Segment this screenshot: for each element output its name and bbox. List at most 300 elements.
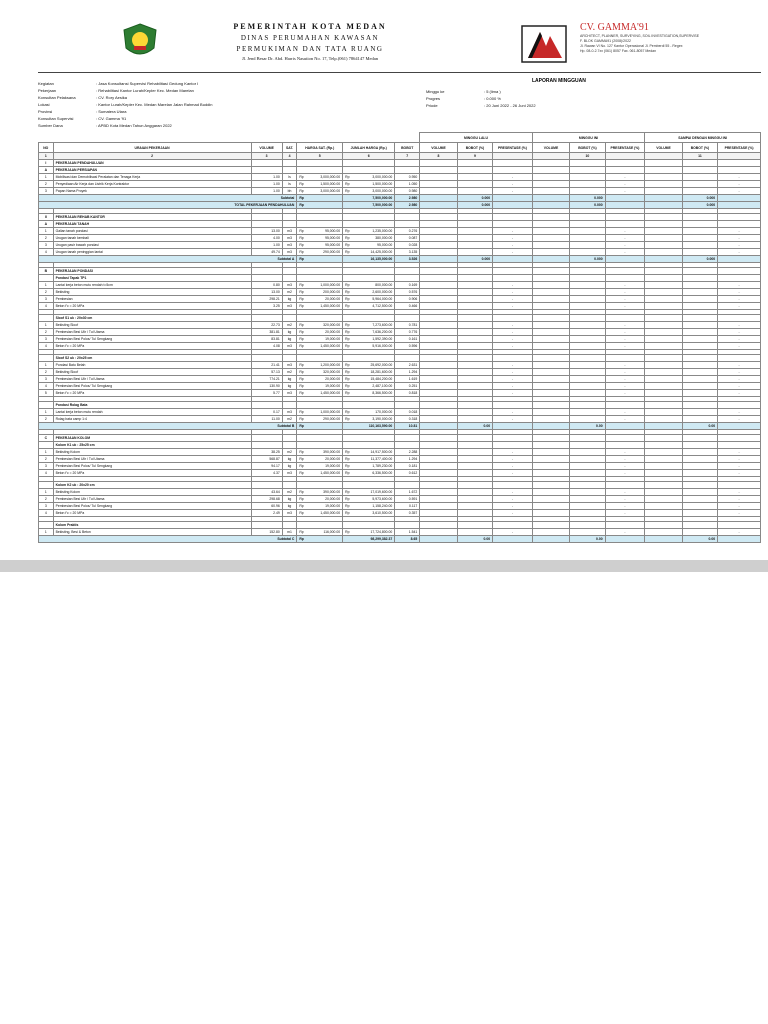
table-row xyxy=(39,369,761,376)
total-price-value: 5,973,600.00 xyxy=(372,497,393,501)
total-price xyxy=(343,249,395,256)
empty-cell xyxy=(457,435,492,442)
row-number: 2 xyxy=(39,235,54,242)
empty-cell: - xyxy=(605,463,645,470)
empty-cell xyxy=(420,275,458,282)
total-price-value: 1,158,240.00 xyxy=(372,504,393,508)
empty-cell xyxy=(532,390,570,397)
empty-cell xyxy=(718,315,761,322)
empty-cell xyxy=(645,369,683,376)
empty-cell xyxy=(645,235,683,242)
currency-label: Rp xyxy=(299,410,304,414)
empty-cell xyxy=(457,489,492,496)
empty-cell: - xyxy=(605,390,645,397)
empty-cell xyxy=(645,228,683,235)
empty-cell xyxy=(457,336,492,343)
currency-label: Rp xyxy=(299,391,304,395)
empty-cell: - xyxy=(718,496,761,503)
work-item: Pembesian Besi Polos/ Tul Sengkang xyxy=(53,463,251,470)
currency-label: Rp xyxy=(299,297,304,301)
empty-cell xyxy=(457,214,492,221)
empty-cell xyxy=(282,402,297,409)
total-price-value: 3,610,500.00 xyxy=(372,511,393,515)
empty-cell xyxy=(420,463,458,470)
project-info xyxy=(38,80,338,129)
empty-cell: - xyxy=(718,362,761,369)
currency-label: Rp xyxy=(299,236,304,240)
table-row xyxy=(39,160,761,167)
weight: 0.596 xyxy=(395,343,420,350)
currency-cell: Rp xyxy=(297,423,343,430)
empty-cell xyxy=(682,482,717,489)
empty-cell: - xyxy=(718,336,761,343)
weight: 0.466 xyxy=(395,303,420,310)
empty-cell xyxy=(343,435,395,442)
unit-price-value: 1,000,000.00 xyxy=(320,410,341,414)
empty-cell xyxy=(457,449,492,456)
info-row xyxy=(38,101,338,108)
empty-cell xyxy=(532,362,570,369)
empty-cell: - xyxy=(605,249,645,256)
info-value: : 0.000 % xyxy=(484,96,501,101)
empty-cell xyxy=(493,167,533,174)
info-label: Minggu ke xyxy=(426,89,445,94)
table-row xyxy=(39,510,761,517)
empty-cell xyxy=(532,322,570,329)
column-header: SAT. xyxy=(282,143,297,153)
empty-cell xyxy=(457,329,492,336)
column-header: BOBOT xyxy=(395,143,420,153)
table-row xyxy=(39,383,761,390)
empty-cell: - xyxy=(493,463,533,470)
table-row xyxy=(39,489,761,496)
empty-cell xyxy=(457,456,492,463)
empty-cell xyxy=(457,174,492,181)
empty-cell xyxy=(682,214,717,221)
row-number: A xyxy=(39,167,54,174)
empty-cell xyxy=(343,167,395,174)
empty-cell xyxy=(532,402,570,409)
empty-cell xyxy=(718,423,761,430)
empty-cell xyxy=(395,402,420,409)
empty-cell xyxy=(251,402,282,409)
column-header: VOLUME xyxy=(420,143,458,153)
empty-cell xyxy=(718,522,761,529)
row-number: 1 xyxy=(39,449,54,456)
empty-cell: - xyxy=(718,249,761,256)
progress-weight: 0.000 xyxy=(682,202,717,209)
table-row xyxy=(39,256,761,263)
empty-cell xyxy=(420,268,458,275)
empty-cell xyxy=(457,409,492,416)
total-price xyxy=(343,529,395,536)
total-price xyxy=(343,456,395,463)
column-number xyxy=(718,153,761,160)
unit-price xyxy=(297,289,343,296)
empty-cell xyxy=(297,522,343,529)
empty-cell: - xyxy=(718,181,761,188)
empty-cell xyxy=(718,202,761,209)
row-number: 4 xyxy=(39,383,54,390)
empty-cell xyxy=(682,529,717,536)
empty-cell: - xyxy=(718,463,761,470)
empty-cell xyxy=(420,195,458,202)
total-price xyxy=(343,510,395,517)
empty-cell xyxy=(645,409,683,416)
empty-cell xyxy=(532,536,570,543)
empty-cell xyxy=(457,383,492,390)
column-number: 2 xyxy=(53,153,251,160)
info-label: Priode xyxy=(426,103,438,108)
currency-label: Rp xyxy=(345,384,350,388)
empty-cell xyxy=(457,275,492,282)
unit-price-value: 1,450,000.00 xyxy=(320,391,341,395)
empty-cell xyxy=(605,522,645,529)
empty-cell: - xyxy=(718,470,761,477)
company-detail-2: F. BLOK GAMMA91 (2008)/2022 xyxy=(580,39,631,43)
work-item: Penyediaan Air Kerja dan Listrik Kerja Kontraktor xyxy=(53,181,251,188)
empty-cell xyxy=(682,188,717,195)
total-price xyxy=(343,174,395,181)
empty-cell xyxy=(420,376,458,383)
currency-label: Rp xyxy=(299,323,304,327)
empty-cell xyxy=(457,188,492,195)
empty-cell xyxy=(570,470,605,477)
empty-cell xyxy=(457,221,492,228)
progress-weight: 0.000 xyxy=(570,202,605,209)
row-number: I xyxy=(39,160,54,167)
empty-cell xyxy=(532,221,570,228)
table-row xyxy=(39,202,761,209)
volume: 5.77 xyxy=(251,390,282,397)
column-number: 11 xyxy=(682,153,717,160)
empty-cell xyxy=(343,315,395,322)
empty-cell xyxy=(532,435,570,442)
table-row xyxy=(39,355,761,362)
currency-label: Rp xyxy=(299,189,304,193)
empty-cell xyxy=(645,289,683,296)
empty-cell: - xyxy=(605,322,645,329)
empty-cell xyxy=(605,256,645,263)
empty-cell xyxy=(493,355,533,362)
empty-cell xyxy=(532,249,570,256)
empty-cell xyxy=(682,463,717,470)
currency-label: Rp xyxy=(345,236,350,240)
info-row xyxy=(426,95,626,102)
empty-cell: - xyxy=(493,235,533,242)
empty-cell xyxy=(457,376,492,383)
table-row xyxy=(39,181,761,188)
empty-cell xyxy=(420,315,458,322)
empty-cell: - xyxy=(493,489,533,496)
progress-weight: 0.00 xyxy=(570,536,605,543)
unit-price xyxy=(297,489,343,496)
empty-cell xyxy=(297,355,343,362)
unit: m3 xyxy=(282,343,297,350)
info-row xyxy=(38,108,338,115)
column-number: 3 xyxy=(251,153,282,160)
empty-cell xyxy=(570,228,605,235)
empty-cell: - xyxy=(605,296,645,303)
work-item: Urugan pasir bawah pondasi xyxy=(53,242,251,249)
empty-cell: - xyxy=(493,242,533,249)
page-gap xyxy=(0,560,768,572)
row-number xyxy=(39,522,54,529)
empty-cell xyxy=(532,315,570,322)
empty-cell xyxy=(570,503,605,510)
total-price-value: 3,190,000.00 xyxy=(372,417,393,421)
empty-cell xyxy=(532,522,570,529)
empty-cell xyxy=(420,322,458,329)
empty-cell: - xyxy=(493,282,533,289)
empty-cell: - xyxy=(605,416,645,423)
row-number xyxy=(39,275,54,282)
section-title: PEKERJAAN KOLOM xyxy=(53,435,251,442)
unit: m2 xyxy=(282,322,297,329)
volume: 94.17 xyxy=(251,463,282,470)
subtotal-weight: 2.980 xyxy=(395,195,420,202)
empty-cell: - xyxy=(493,383,533,390)
volume: 13.00 xyxy=(251,289,282,296)
empty-cell xyxy=(570,188,605,195)
column-number: 7 xyxy=(395,153,420,160)
empty-cell xyxy=(343,522,395,529)
volume: 60.96 xyxy=(251,503,282,510)
empty-cell xyxy=(457,289,492,296)
table-row xyxy=(39,442,761,449)
currency-label: Rp xyxy=(345,457,350,461)
column-number xyxy=(605,153,645,160)
empty-cell: - xyxy=(493,416,533,423)
unit: m3 xyxy=(282,228,297,235)
volume: 298.21 xyxy=(251,296,282,303)
volume: 22.73 xyxy=(251,322,282,329)
unit-price xyxy=(297,188,343,195)
empty-cell xyxy=(343,221,395,228)
unit-price-value: 20,000.00 xyxy=(325,377,341,381)
volume: 0.17 xyxy=(251,409,282,416)
empty-cell xyxy=(682,249,717,256)
empty-cell: - xyxy=(605,188,645,195)
table-row xyxy=(39,228,761,235)
table-row xyxy=(39,289,761,296)
empty-cell xyxy=(605,315,645,322)
empty-cell xyxy=(457,303,492,310)
empty-cell xyxy=(645,174,683,181)
unit-price-value: 3,000,000.00 xyxy=(320,175,341,179)
row-number: 3 xyxy=(39,296,54,303)
progress-weight: 0.00 xyxy=(570,423,605,430)
currency-label: Rp xyxy=(299,250,304,254)
empty-cell xyxy=(605,160,645,167)
info-label: Konsultan Pelaksana xyxy=(38,95,76,100)
row-number: 3 xyxy=(39,242,54,249)
unit-price-value: 1,200,000.00 xyxy=(320,363,341,367)
weight: 1.672 xyxy=(395,489,420,496)
header-line-2: DINAS PERUMAHAN KAWASAN xyxy=(240,34,380,42)
unit: m3 xyxy=(282,303,297,310)
row-number: 1 xyxy=(39,409,54,416)
weight: 0.028 xyxy=(395,242,420,249)
empty-cell xyxy=(645,268,683,275)
subtotal-label: TOTAL PEKERJAAN PENDAHULUAN xyxy=(39,202,297,209)
empty-cell xyxy=(420,503,458,510)
empty-cell: - xyxy=(493,249,533,256)
total-price-value: 1,592,390.00 xyxy=(372,337,393,341)
empty-cell xyxy=(718,482,761,489)
empty-cell xyxy=(605,402,645,409)
empty-cell xyxy=(570,390,605,397)
company-detail-4: Hp. 08-0-2.7xx (061) 8057 Fax. 061-8057 Medan xyxy=(580,49,657,53)
empty-cell xyxy=(570,322,605,329)
empty-cell xyxy=(457,390,492,397)
volume: 2.49 xyxy=(251,510,282,517)
empty-cell xyxy=(645,249,683,256)
empty-cell xyxy=(645,256,683,263)
subsection-title: Pondasi Tapak TP1 xyxy=(53,275,251,282)
empty-cell: - xyxy=(718,369,761,376)
column-header: VOLUME xyxy=(645,143,683,153)
unit: m3 xyxy=(282,510,297,517)
unit: m3 xyxy=(282,282,297,289)
table-row xyxy=(39,174,761,181)
weight: 1.619 xyxy=(395,376,420,383)
column-header: BOBOT (%) xyxy=(682,143,717,153)
empty-cell xyxy=(570,221,605,228)
total-price xyxy=(343,282,395,289)
empty-cell: - xyxy=(718,303,761,310)
empty-cell: - xyxy=(493,329,533,336)
group-header: SAMPAI DENGAN MINGGU INI xyxy=(645,133,761,143)
unit-price xyxy=(297,228,343,235)
empty-cell xyxy=(645,536,683,543)
unit-price xyxy=(297,336,343,343)
empty-cell xyxy=(645,390,683,397)
empty-cell xyxy=(251,167,282,174)
empty-cell xyxy=(570,369,605,376)
empty-cell xyxy=(718,221,761,228)
work-item: Bekisting Kolom xyxy=(53,489,251,496)
weight: 0.169 xyxy=(395,282,420,289)
row-number: 5 xyxy=(39,390,54,397)
empty-cell xyxy=(251,435,282,442)
empty-cell xyxy=(457,235,492,242)
company-name: CV. GAMMA'91 xyxy=(580,22,649,33)
subtotal-amount: 7,500,000.00 xyxy=(343,195,395,202)
info-value: : Jasa Konsultansi Supervisi Rehabilitasi Gedung Kantor I xyxy=(96,81,199,86)
empty-cell: - xyxy=(493,503,533,510)
empty-cell xyxy=(395,522,420,529)
total-price-value: 14,917,500.00 xyxy=(370,450,393,454)
weight: 1.294 xyxy=(395,369,420,376)
unit-price xyxy=(297,242,343,249)
empty-cell: - xyxy=(493,529,533,536)
empty-cell xyxy=(570,510,605,517)
empty-cell xyxy=(457,470,492,477)
info-row xyxy=(38,94,338,101)
unit: m1 xyxy=(282,529,297,536)
empty-cell xyxy=(282,221,297,228)
subtotal-label: Subtotal C xyxy=(39,536,297,543)
work-item: Lantai kerja beton mutu rendah t=5cm xyxy=(53,282,251,289)
table-row xyxy=(39,249,761,256)
empty-cell xyxy=(457,315,492,322)
table-row xyxy=(39,390,761,397)
empty-cell: - xyxy=(605,383,645,390)
empty-cell: - xyxy=(493,362,533,369)
empty-cell xyxy=(493,214,533,221)
empty-cell xyxy=(493,275,533,282)
empty-cell xyxy=(718,256,761,263)
unit-price xyxy=(297,456,343,463)
volume: 57.13 xyxy=(251,369,282,376)
unit-price xyxy=(297,510,343,517)
empty-cell xyxy=(570,416,605,423)
subsection-title: Kolom K2 uk : 20x20 cm xyxy=(53,482,251,489)
empty-cell xyxy=(297,221,343,228)
work-item: Beton f'c = 20 MPa xyxy=(53,343,251,350)
column-number: 1 xyxy=(39,153,54,160)
empty-cell xyxy=(682,409,717,416)
work-item: Beton f'c = 20 MPa xyxy=(53,470,251,477)
unit-price xyxy=(297,376,343,383)
table-row xyxy=(39,496,761,503)
empty-cell xyxy=(420,329,458,336)
empty-cell xyxy=(718,435,761,442)
progress-weight: 0.00 xyxy=(682,536,717,543)
row-number: 2 xyxy=(39,289,54,296)
empty-cell xyxy=(682,503,717,510)
currency-label: Rp xyxy=(345,363,350,367)
unit: m3 xyxy=(282,362,297,369)
empty-cell xyxy=(343,482,395,489)
empty-cell: - xyxy=(718,383,761,390)
empty-cell xyxy=(718,268,761,275)
table-row xyxy=(39,470,761,477)
table-row xyxy=(39,329,761,336)
work-item: Pembesian Besi Polos/ Tul Sengkang xyxy=(53,383,251,390)
unit: ls xyxy=(282,181,297,188)
column-number xyxy=(532,153,570,160)
weight: 0.161 xyxy=(395,336,420,343)
unit: kg xyxy=(282,336,297,343)
empty-cell xyxy=(420,390,458,397)
table-row xyxy=(39,214,761,221)
info-label: Kegiatan xyxy=(38,81,54,86)
info-value: : 20 Juni 2022 - 26 Juni 2022 xyxy=(484,103,536,108)
empty-cell xyxy=(420,369,458,376)
empty-cell xyxy=(532,242,570,249)
empty-cell xyxy=(457,228,492,235)
currency-label: Rp xyxy=(299,370,304,374)
empty-cell xyxy=(570,362,605,369)
subsection-title: Kolom K1 uk : 25x25 cm xyxy=(53,442,251,449)
empty-cell xyxy=(605,435,645,442)
empty-cell xyxy=(457,510,492,517)
unit-price xyxy=(297,463,343,470)
column-number: 10 xyxy=(570,153,605,160)
work-item: Pembesian xyxy=(53,296,251,303)
unit-price xyxy=(297,416,343,423)
currency-label: Rp xyxy=(299,457,304,461)
empty-cell xyxy=(532,160,570,167)
empty-cell xyxy=(682,282,717,289)
row-number: 2 xyxy=(39,329,54,336)
unit: m3 xyxy=(282,242,297,249)
currency-label: Rp xyxy=(345,283,350,287)
weight: 1.050 xyxy=(395,181,420,188)
empty-cell xyxy=(457,496,492,503)
